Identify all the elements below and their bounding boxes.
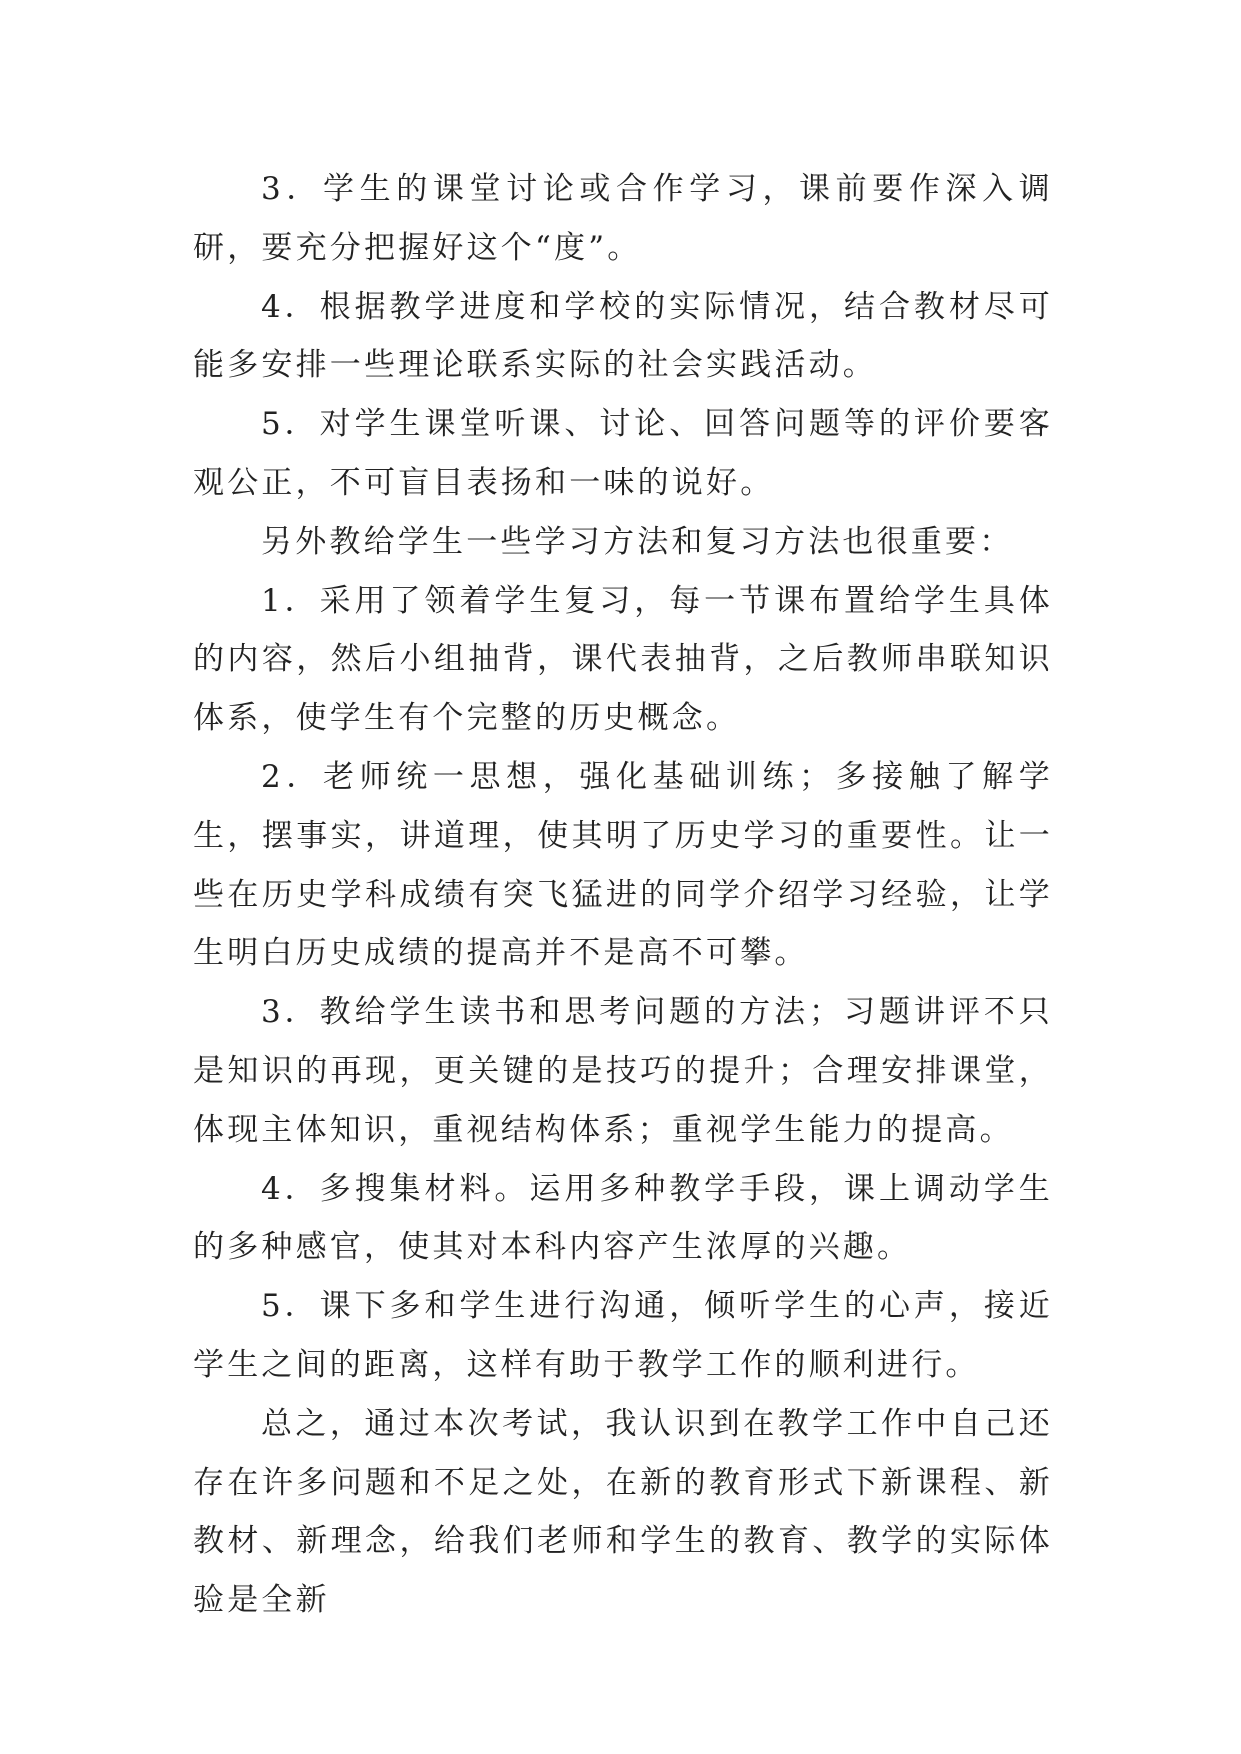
paragraph-suggestion-5: 5．对学生课堂听课、讨论、回答问题等的评价要客观公正，不可盲目表扬和一味的说好。	[193, 406, 1053, 501]
paragraph-suggestion-4: 4．根据教学进度和学校的实际情况，结合教材尽可能多安排一些理论联系实际的社会实践活动。	[193, 288, 1053, 384]
document-body	[193, 160, 1053, 1630]
paragraph-method-4: 4．多搜集材料。运用多种教学手段，课上调动学生的多种感官，使其对本科内容产生浓厚的兴趣。	[193, 1170, 1053, 1266]
paragraph-method-3: 3．教给学生读书和思考问题的方法；习题讲评不只是知识的再现，更关键的是技巧的提升；合理安排课堂，体现主体知识，重视结构体系；重视学生能力的提高。	[193, 994, 1053, 1148]
paragraph-method-5: 5．课下多和学生进行沟通，倾听学生的心声，接近学生之间的距离，这样有助于教学工作的顺利进行。	[193, 1288, 1053, 1383]
paragraph-method-1: 1．采用了领着学生复习，每一节课布置给学生具体的内容，然后小组抽背，课代表抽背，之后教师串联知识体系，使学生有个完整的历史概念。	[193, 582, 1053, 737]
paragraph-suggestion-3: 3．学生的课堂讨论或合作学习，课前要作深入调研，要充分把握好这个“度”。	[193, 171, 1053, 266]
paragraph-method-2: 2．老师统一思想，强化基础训练；多接触了解学生，摆事实，讲道理，使其明了历史学习的重要性。让一些在历史学科成绩有突飞猛进的同学介绍学习经验，让学生明白历史成绩的提高并不是高不可攀。	[193, 758, 1053, 972]
paragraph-methods-intro: 另外教给学生一些学习方法和复习方法也很重要：	[261, 523, 1014, 560]
paragraph-conclusion: 总之，通过本次考试，我认识到在教学工作中自己还存在许多问题和不足之处，在新的教育形式下新课程、新教材、新理念，给我们老师和学生的教育、教学的实际体验是全新	[193, 1405, 1053, 1619]
